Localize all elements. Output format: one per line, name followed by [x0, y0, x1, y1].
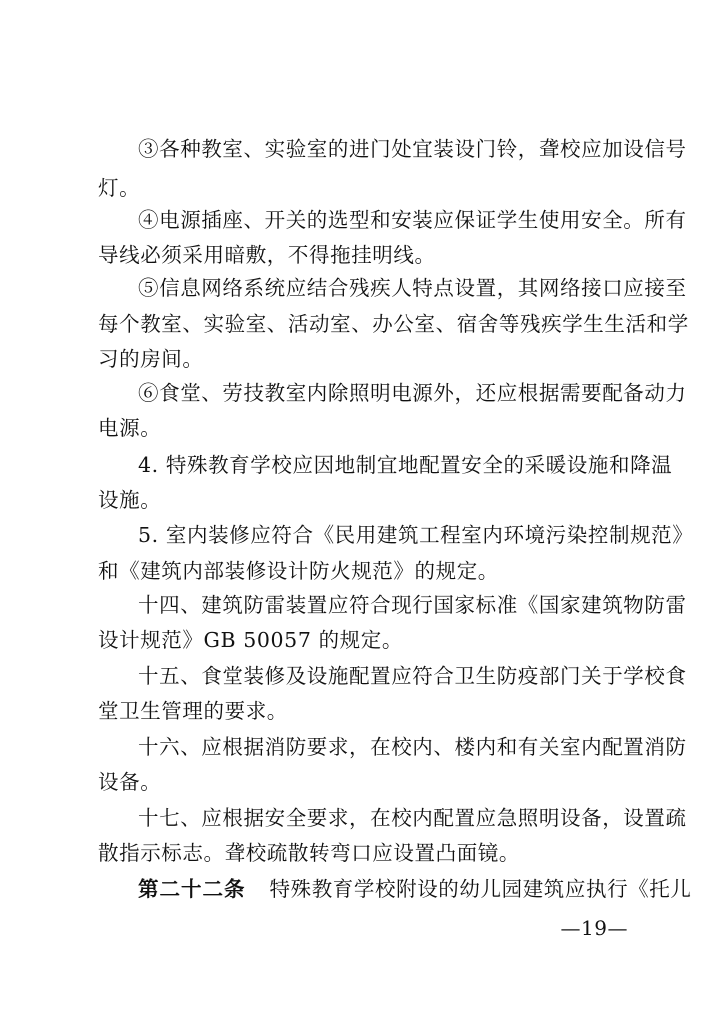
text-line: ③各种教室、实验室的进门处宜装设门铃，聋校应加设信号 [138, 137, 687, 161]
text-line: 十五、食堂装修及设施配置应符合卫生防疫部门关于学校食 [138, 664, 687, 688]
text-line: 习的房间。 [98, 347, 204, 371]
article-text: 特殊教育学校附设的幼儿园建筑应执行《托儿 [269, 877, 692, 901]
text-line: 设施。 [98, 488, 162, 512]
text-line: 和《建筑内部装修设计防火规范》的规定。 [98, 559, 499, 583]
text-line: 4. 特殊教育学校应因地制宜地配置安全的采暖设施和降温 [138, 453, 673, 477]
text-line: 设计规范》GB 50057 的规定。 [98, 628, 403, 652]
text-line: 十六、应根据消防要求，在校内、楼内和有关室内配置消防 [138, 735, 687, 759]
text-line: ⑥食堂、劳技教室内除照明电源外，还应根据需要配备动力 [138, 381, 687, 405]
text-line: 灯。 [98, 176, 141, 200]
text-line: 堂卫生管理的要求。 [98, 699, 288, 723]
text-line: 十四、建筑防雷装置应符合现行国家标准《国家建筑物防雷 [138, 593, 687, 617]
text-line: 导线必须采用暗敷，不得拖挂明线。 [98, 243, 436, 267]
text-line: 5. 室内装修应符合《民用建筑工程室内环境污染控制规范》 [138, 523, 694, 547]
text-line: 每个教室、实验室、活动室、办公室、宿舍等残疾学生生活和学 [98, 312, 689, 336]
text-line: 电源。 [98, 416, 162, 440]
text-line: 散指示标志。聋校疏散转弯口应设置凸面镜。 [98, 841, 520, 865]
article-number: 第二十二条 [138, 877, 246, 901]
text-line: 设备。 [98, 770, 162, 794]
text-line: 十七、应根据安全要求，在校内配置应急照明设备，设置疏 [138, 806, 687, 830]
page-number: —19— [560, 916, 628, 940]
text-line: ④电源插座、开关的选型和安装应保证学生使用安全。所有 [138, 208, 687, 232]
text-line: ⑤信息网络系统应结合残疾人特点设置，其网络接口应接至 [138, 276, 687, 300]
article-line [138, 874, 692, 904]
